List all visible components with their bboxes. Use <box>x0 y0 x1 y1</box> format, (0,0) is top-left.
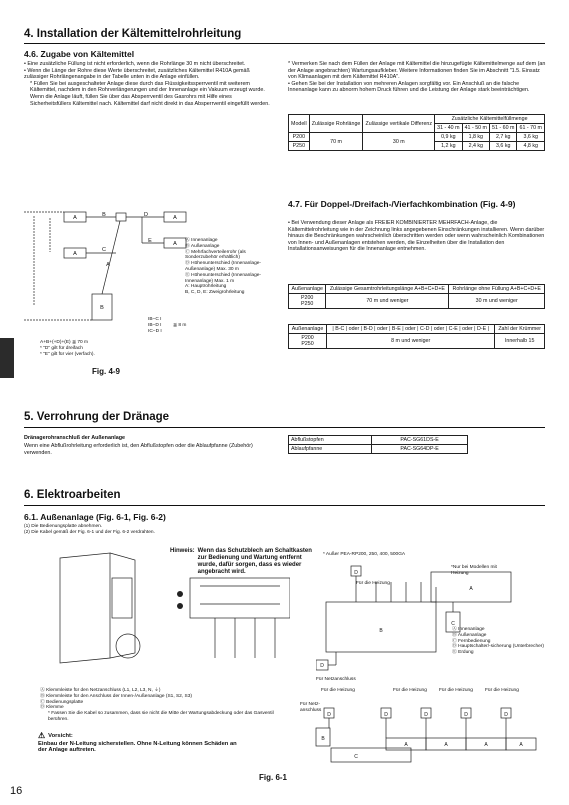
cell-model: P200 <box>289 133 310 142</box>
th-range: 61 - 70 m <box>517 124 545 133</box>
svg-text:D: D <box>424 712 428 718</box>
marker-b <box>177 603 183 609</box>
outdoor-unit-drawing <box>40 548 290 668</box>
heizung-label: Für die Heizung <box>356 581 390 586</box>
step: (2) Die Kabel gemäß der Fig. 6-1 und der Fig. 6-2 verdrahten. <box>24 529 155 535</box>
netz2-label: Für Netz-anschluss <box>300 702 322 713</box>
label-b: B <box>102 212 106 218</box>
cell-val: 8 m und weniger <box>327 334 495 349</box>
cell-val: 4,8 kg <box>517 142 545 151</box>
cell-model: P200 <box>301 335 314 341</box>
svg-text:D: D <box>504 712 508 718</box>
svg-text:A: A <box>404 742 408 748</box>
legend-item: Ⓒ Bedienungsplatte <box>40 699 84 705</box>
side-tab <box>0 338 14 378</box>
section-4-rule <box>24 43 545 44</box>
label-b: B <box>379 628 383 634</box>
caution-heading <box>38 731 73 740</box>
ib-list <box>148 317 162 334</box>
cell-model: P250 <box>289 142 310 151</box>
section-4-title: 4. Installation der Kältemittelrohrleitung <box>24 28 242 40</box>
s46-right-text <box>288 61 546 94</box>
drain-val: PAC-SG64DP-E <box>372 445 468 454</box>
th-range: 51 - 60 m <box>490 124 517 133</box>
cell-models <box>289 294 326 309</box>
s5-sub: Dränagerohranschluß der Außenanlage <box>24 435 126 441</box>
s46-title: 4.6. Zugabe von Kältemittel <box>24 49 135 59</box>
th-menge: Zusätzliche Kältemittelfüllmenge <box>435 115 545 124</box>
label-e: E <box>148 238 152 244</box>
hint-label: Hinweis: <box>170 548 195 554</box>
combo-table-2 <box>288 324 545 349</box>
section-6-rule <box>24 505 545 506</box>
label-c: C <box>451 621 455 627</box>
hint-text: Wenn das Schutzblech am Schaltkasten zur Bedienung und Wartung entfernt wurde, dafür sorgen, dass es wieder angebracht wird. <box>197 548 312 575</box>
left-legend <box>40 688 280 723</box>
unit-body <box>60 553 110 663</box>
heizung-4: Für die Heizung <box>485 688 519 693</box>
cell-val: 0,9 kg <box>435 133 462 142</box>
s61-steps <box>24 524 155 536</box>
cell-val: 1,2 kg <box>435 142 462 151</box>
cell-model: P200 <box>301 295 314 301</box>
multi-wiring-diagram <box>296 688 546 780</box>
page-number: 16 <box>10 785 23 797</box>
s46-p2: • Wenn die Länge der Rohre diese Werte überschreitet, zusätzliches Kältemittel R410A gemäß zulässiger Rohrlängenangabe in der Tabelle unten in die Anlage einfüllen. <box>24 67 250 81</box>
label-c: C <box>102 247 106 253</box>
legend-item: Ⓑ Klemmleiste für den Anschluss der Innen-/Außenanlage (S1, S2, S3) <box>40 693 192 699</box>
svg-text:A: A <box>484 742 488 748</box>
s47-text: • Bei Verwendung dieser Anlage als FREIER KOMBINIERTER MEHRFACH-Anlage, die Kältemittelrohrleitung wie in der Zeichnung links angegebenen Einschränkungen installieren. Wenn darüber hinaus die Beschränkungen wahrscheinlich überschritten werden oder wenn wahrscheinlich Kombinationen von Innen- und Außenanlagen entstehen werden, die Einzelheiten über die Installation den Installationsanweisungen für die Innenanlage entnehmen. <box>288 220 545 253</box>
legend-item: Ⓒ Fernbedienung <box>452 638 491 644</box>
label-a3: A <box>173 215 177 221</box>
legend-item: Ⓒ Mehrfachverteilerrohr (als Sonderzubehör erhältlich) <box>185 249 246 261</box>
legend-item: Ⓓ Klemme <box>40 705 64 711</box>
piping-diagram <box>24 196 274 401</box>
formula <box>40 340 95 357</box>
s46-left-text <box>24 61 274 107</box>
heizung-2: Für die Heizung <box>393 688 427 693</box>
section-6-title: 6. Elektroarbeiten <box>24 489 121 501</box>
legend-note: * Fassen Sie die Kabel so zusammen, dass sie nicht die Mitte der Wartungsabdeckung oder das Gasventil berühren. <box>48 711 274 722</box>
s46-p1: • Eine zusätzliche Füllung ist nicht erforderlich, wenn die Rohrlänge 30 m nicht überschreitet. <box>24 61 246 67</box>
combo-table <box>288 284 545 309</box>
legend-item: Ⓐ Innenanlage <box>452 627 485 632</box>
fig-4-9-caption: Fig. 4-9 <box>92 367 121 376</box>
formula-line: * "E" gilt für vier (verfach). <box>40 351 95 357</box>
th-ohne: Rohrlänge ohne Füllung A+B+C+D+E <box>449 285 545 294</box>
label-a4: A <box>173 241 177 247</box>
th-diff: | B-C | oder | B-D | oder | B-E | oder | C-D | oder | C-E | oder | D-E | <box>327 325 495 334</box>
cell-val: 30 m und weniger <box>449 294 545 309</box>
cell-len: 70 m <box>309 133 363 151</box>
th-aussen: Außenanlage <box>289 325 327 334</box>
ib-item: IB−D I <box>148 322 162 328</box>
s46-r2: • Gehen Sie bei der Installation von mehreren Anlagen sorgfältig vor. Ein Anschluß an die falsche Innenanlage kann zu abnorm hohem Druck führen und die Leistung der Anlage stark beeinträchtigen. <box>288 80 530 94</box>
ib-item: IC−D I <box>148 328 162 334</box>
legend-item: A: Hauptrohrleitung <box>185 284 227 290</box>
wiring-legend <box>452 627 547 656</box>
drain-key: Ablaufpfanne <box>289 445 372 454</box>
refrigerant-fill-table <box>288 114 545 151</box>
svg-text:A: A <box>519 742 523 748</box>
drain-val: PAC-SG61DS-E <box>372 436 468 445</box>
svg-text:D: D <box>464 712 468 718</box>
legend-item: B, C, D, E: Zweigrohrleitung <box>185 290 245 296</box>
diagram-legend <box>185 238 275 296</box>
caution-title: Vorsicht: <box>48 732 73 739</box>
cell-model: P250 <box>301 341 314 347</box>
cell-val: 3,6 kg <box>517 133 545 142</box>
legend-item: Ⓐ Innenanlage <box>185 238 218 243</box>
s46-r1: * Vermerken Sie nach dem Füllen der Anlage mit Kältemittel die hinzugefügte Kältemittelmenge auf dem (an der Anlage angebrachten) Wartungsaufkleber. Weitere Informationen finden Sie im Abschnitt "1.5. Einsatz von Klimaanlagen mit dem Kältemittel R410A". <box>288 61 546 81</box>
terminal-block-zoom <box>190 578 290 618</box>
svg-text:B: B <box>321 736 325 742</box>
s61-title: 6.1. Außenanlage (Fig. 6-1, Fig. 6-2) <box>24 512 166 522</box>
s47-title: 4.7. Für Doppel-/Dreifach-/Vierfachkombination (Fig. 4-9) <box>288 199 516 209</box>
only-models-note: *Nur bei Modellen mit Heizung <box>451 565 497 576</box>
caution-text: Einbau der N-Leitung sicherstellen. Ohne N-Leitung können Schäden an der Anlage auftreten. <box>38 741 237 753</box>
heizung-3: Für die Heizung <box>439 688 473 693</box>
th-kruemmer: Zahl der Krümmer <box>495 325 545 334</box>
legend-item: Ⓑ Außenanlage <box>452 632 487 638</box>
label-b-outdoor: B <box>100 305 104 311</box>
warning-icon: ⚠ <box>38 731 46 740</box>
legend-item: Ⓐ Klemmleiste für den Netzanschluss (L1, L2, L3, N, ⏚) <box>40 688 161 693</box>
cell-models <box>289 334 327 349</box>
section-5-title: 5. Verrohrung der Dränage <box>24 411 170 423</box>
label-a: A <box>469 586 473 592</box>
th-range: 31 - 40 m <box>435 124 462 133</box>
ib-item: IB−C I <box>148 317 162 322</box>
cell-model: P250 <box>301 301 314 307</box>
label-d2: D <box>320 663 324 669</box>
th-rohrlaenge: Zulässige Rohrlänge <box>309 115 363 133</box>
legend-item: Ⓔ Höhenunterschied (Innenanlage-Innenanlage) Max. 1 m <box>185 272 262 284</box>
drain-table <box>288 435 468 454</box>
legend-item: Ⓓ Höhenunterschied (Innenanlage-Außenanlage) Max. 30 m <box>185 261 262 272</box>
cell-val: 1,8 kg <box>462 133 489 142</box>
s5-text: Wenn eine Abflußrohrleitung erforderlich ist, den Abflußstopfen oder die Ablaufpfanne (Zubehör) verwenden. <box>24 443 253 456</box>
step: (1) Die Bedienungsplatte abnehmen. <box>24 524 103 529</box>
label-a1: A <box>73 215 77 221</box>
th-differenz: Zulässige vertikale Differenz <box>363 115 435 133</box>
section-5-rule <box>24 427 545 428</box>
service-panel <box>112 578 132 618</box>
label-a2: A <box>73 251 77 257</box>
s46-p4: Wenn die Anlage läuft, füllen Sie über das Absperrventil des Gasrohrs mit Hilfe eines Sicherheitsfüllers Kältemittel nach. Kältemittel darf nicht direkt in das Absperrventil eingefüllt werden. <box>30 93 270 107</box>
formula-line: A+B+(+D)+(E) ≦ 70 m <box>40 340 89 345</box>
svg-text:D: D <box>384 712 388 718</box>
cell-val: Innerhalb 15 <box>495 334 545 349</box>
cell-val: 3,6 kg <box>490 142 517 151</box>
th-gesamt: Zulässige Gesamtrohrleitungslänge A+B+C+D+E <box>326 285 449 294</box>
th-range: 41 - 50 m <box>462 124 489 133</box>
drain-key: Abflußstopfen <box>289 436 372 445</box>
label-d: D <box>354 570 358 576</box>
svg-text:D: D <box>327 712 331 718</box>
label-main-a: A <box>106 262 110 268</box>
svg-text:A: A <box>444 742 448 748</box>
marker-a <box>177 591 183 597</box>
legend-item: Ⓑ Außenanlage <box>185 243 220 249</box>
ib-value: ≦ 8 m <box>173 323 187 328</box>
fig-6-1-caption: Fig. 6-1 <box>259 773 288 782</box>
outdoor-box <box>326 602 436 652</box>
heizung-1: Für die Heizung <box>321 688 355 693</box>
formula-line: * "D" gilt für dreifach <box>40 345 83 351</box>
svg-text:C: C <box>354 754 358 760</box>
th-aussen: Außenanlage <box>289 285 326 294</box>
label-d: D <box>144 212 148 218</box>
th-modell: Modell <box>289 115 310 133</box>
cell-val: 70 m und weniger <box>326 294 449 309</box>
cell-val: 2,7 kg <box>490 133 517 142</box>
legend-item: Ⓓ Hauptschalter/-sicherung (Unterbrecher) <box>452 644 544 650</box>
cell-diff: 30 m <box>363 133 435 151</box>
legend-item: Ⓔ Erdung <box>452 650 474 656</box>
netz-label: Für Netzanschluss <box>316 677 356 682</box>
cell-val: 2,4 kg <box>462 142 489 151</box>
s46-p3: * Füllen Sie bei ausgeschalteter Anlage diese durch das Flüssigkeitssperrventil mit weiterem Kältemittel, nachdem in den Rohrverlängerungen und der Innenanlage ein Vakuum erzeugt wurde. <box>30 80 265 94</box>
except-note: * Außer PEA-RP200, 250, 400, 500GA <box>323 552 406 557</box>
